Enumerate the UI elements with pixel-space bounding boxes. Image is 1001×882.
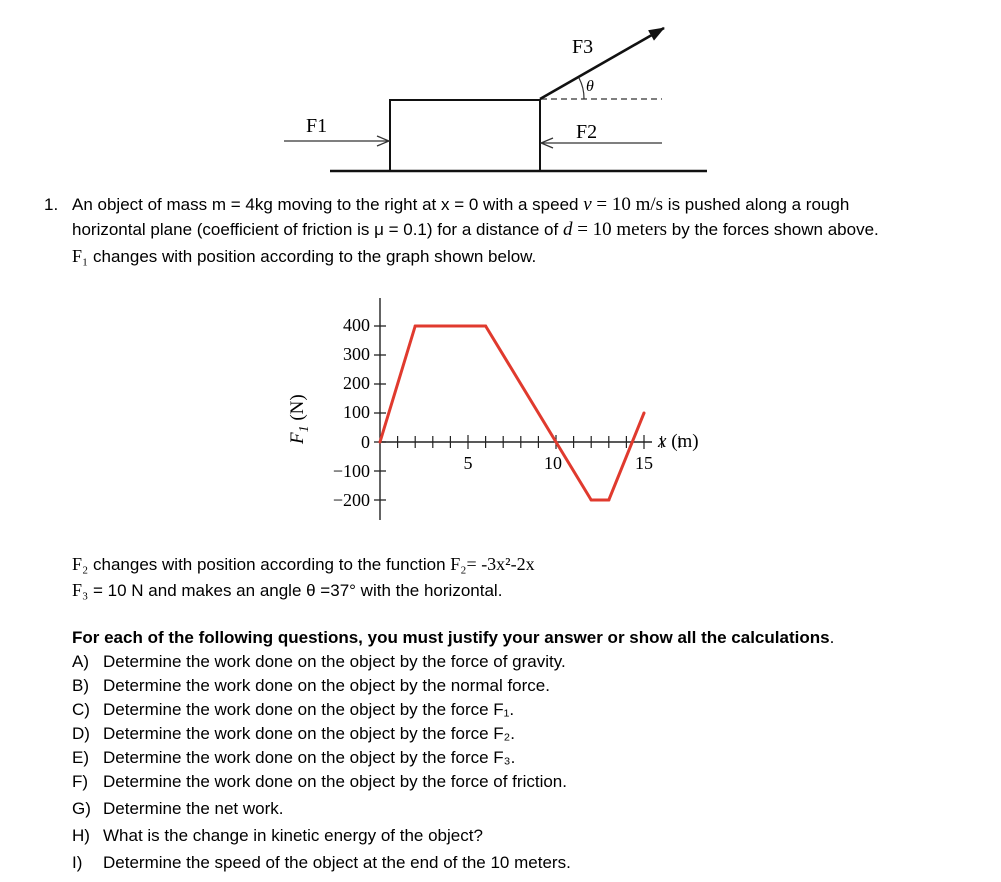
x-axis-label: x (m) [658,431,699,452]
question-i-text: Determine the speed of the object at the end of the 10 meters. [103,853,571,872]
question-e: E) [72,748,89,767]
question-f-text: Determine the work done on the object by the force of friction. [103,772,567,791]
question-b: B) [72,676,89,695]
question-a-text: Determine the work done on the object by the force of gravity. [103,652,566,671]
f1-graph [270,290,730,530]
object-box [390,100,540,171]
theta-arc [579,78,584,99]
y-tick-label-300: 300 [343,344,370,364]
f1-series-line [380,326,644,500]
question-f: F) [72,772,89,791]
problem-line-2: horizontal plane (coefficient of friction is μ = 0.1) for a distance of d = 10 meters by the forces shown above. [72,219,879,240]
f3-description: F₃ = 10 N and makes an angle θ =37° with the horizontal. [72,580,503,600]
force-diagram [0,0,1001,185]
question-g-text: Determine the net work. [103,799,284,818]
y-axis-label: $F_1$ (N) [287,394,312,444]
problem-number: 1. [44,195,59,214]
y-tick-label-400: 400 [343,315,370,335]
f3-label: F3 [572,36,594,58]
f2-description: F₂ changes with position according to the function F₂= -3x²-2x [72,554,535,574]
f1-point-2 [484,325,487,328]
problem-line-1: An object of mass m = 4kg moving to the right at x = 0 with a speed v = 10 m/s is pushed along a rough [72,194,850,215]
f1-point-1 [414,325,417,328]
question-e-text: Determine the work done on the object by the force F₃. [103,748,516,767]
question-a: A) [72,652,89,671]
y-tick-label-0: 0 [361,432,370,452]
question-d-text: Determine the work done on the object by the force F₂. [103,724,515,743]
f1-series-points [379,325,646,502]
question-g: G) [72,799,91,818]
problem-line-3: F₁ changes with position according to the graph shown below. [72,246,537,266]
y-tick-label-neg200: −200 [332,490,370,510]
y-tick-label-200: 200 [343,373,370,393]
question-b-text: Determine the work done on the object by the normal force. [103,676,550,695]
f1-point-4 [607,499,610,502]
question-c: C) [72,700,90,719]
question-h: H) [72,826,90,845]
x-tick-label-10: 10 [544,453,562,473]
y-tick-label-neg100: −100 [332,461,370,481]
y-tick-label-100: 100 [343,402,370,422]
questions-intro: For each of the following questions, you must justify your answer or show all the calculations. [72,628,835,647]
f2-label: F2 [576,121,598,143]
f1-point-0 [379,441,382,444]
theta-label: θ [586,78,594,95]
question-c-text: Determine the work done on the object by the force F₁. [103,700,515,719]
f1-point-5 [643,412,646,415]
f1-point-3 [590,499,593,502]
problem-statement [44,194,964,274]
f1-label: F1 [306,115,328,137]
question-d: D) [72,724,90,743]
question-h-text: What is the change in kinetic energy of the object? [103,826,483,845]
x-tick-label-5: 5 [463,453,473,473]
x-tick-label-15: 15 [635,453,653,473]
question-i: I) [72,853,83,872]
f3-arrow [540,28,664,99]
